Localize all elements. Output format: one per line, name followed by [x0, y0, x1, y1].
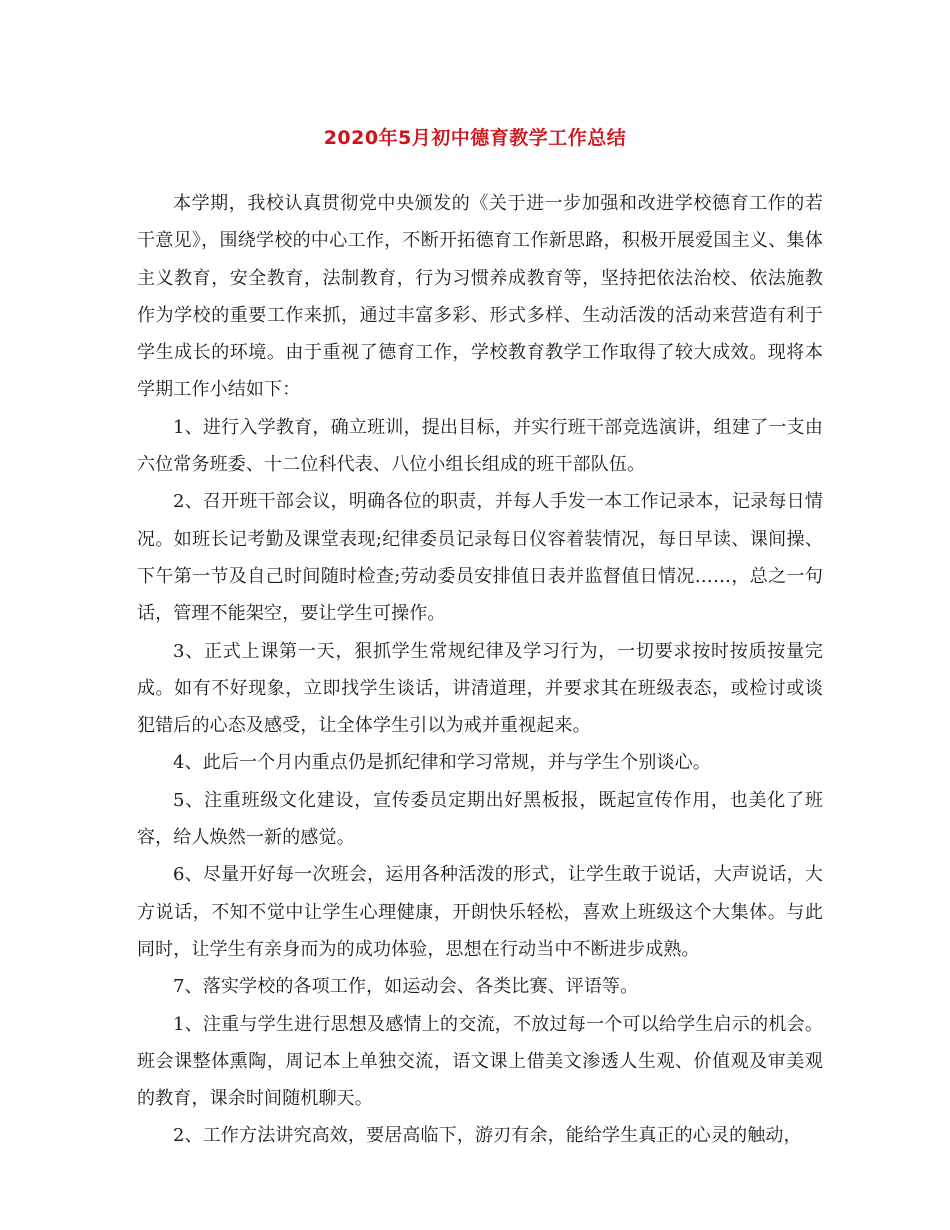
paragraph-method-1: 1、注重与学生进行思想及感情上的交流，不放过每一个可以给学生启示的机会。班会课整体熏陶，周记本上单独交流，语文课上借美文渗透人生观、价值观及审美观的教育，课余时间随机聊天。	[137, 1013, 823, 1110]
paragraph-method-2: 2、工作方法讲究高效，要居高临下，游刃有余，能给学生真正的心灵的触动，	[173, 1125, 802, 1147]
paragraph-intro: 本学期，我校认真贯彻党中央颁发的《关于进一步加强和改进学校德育工作的若干意见》，围绕学校的中心工作，不断开拓德育工作新思路，积极开展爱国主义、集体主义教育，安全教育，法制教育，行为习惯养成教育等，坚持把依法治校、依法施教作为学校的重要工作来抓，通过丰富多彩、形式多样、生动活泼的活动来营造有利于学生成长的环境。由于重视了德育工作，学校教育教学工作取得了较大成效。现将本学期工作小结如下：	[137, 193, 823, 401]
paragraph-item-5: 5、注重班级文化建设，宣传委员定期出好黑板报，既起宣传作用，也美化了班容，给人焕然一新的感觉。	[137, 789, 823, 849]
paragraph-item-7: 7、落实学校的各项工作，如运动会、各类比赛、评语等。	[173, 976, 639, 998]
paragraph-item-2: 2、召开班干部会议，明确各位的职责，并每人手发一本工作记录本，记录每日情况。如班长记考勤及课堂表现;纪律委员记录每日仪容着装情况，每日早读、课间操、下午第一节及自己时间随时检查;劳动委员安排值日表并监督值日情况……，总之一句话，管理不能架空，要让学生可操作。	[137, 491, 823, 625]
paragraph-item-6: 6、尽量开好每一次班会，运用各种活泼的形式，让学生敢于说话，大声说话，大方说话，不知不觉中让学生心理健康，开朗快乐轻松，喜欢上班级这个大集体。与此同时，让学生有亲身而为的成功体验，思想在行动当中不断进步成熟。	[137, 864, 823, 960]
document-body	[137, 185, 823, 1155]
paragraph-item-1: 1、进行入学教育，确立班训，提出目标，并实行班干部竞选演讲，组建了一支由六位常务班委、十二位科代表、八位小组长组成的班干部队伍。	[137, 416, 823, 476]
paragraph-item-4: 4、此后一个月内重点仍是抓纪律和学习常规，并与学生个别谈心。	[173, 752, 711, 774]
document-title: 2020年5月初中德育教学工作总结	[323, 127, 627, 149]
paragraph-item-3: 3、正式上课第一天，狠抓学生常规纪律及学习行为，一切要求按时按质按量完成。如有不好现象，立即找学生谈话，讲清道理，并要求其在班级表态，或检讨或谈犯错后的心态及感受，让全体学生引以为戒并重视起来。	[137, 640, 823, 737]
